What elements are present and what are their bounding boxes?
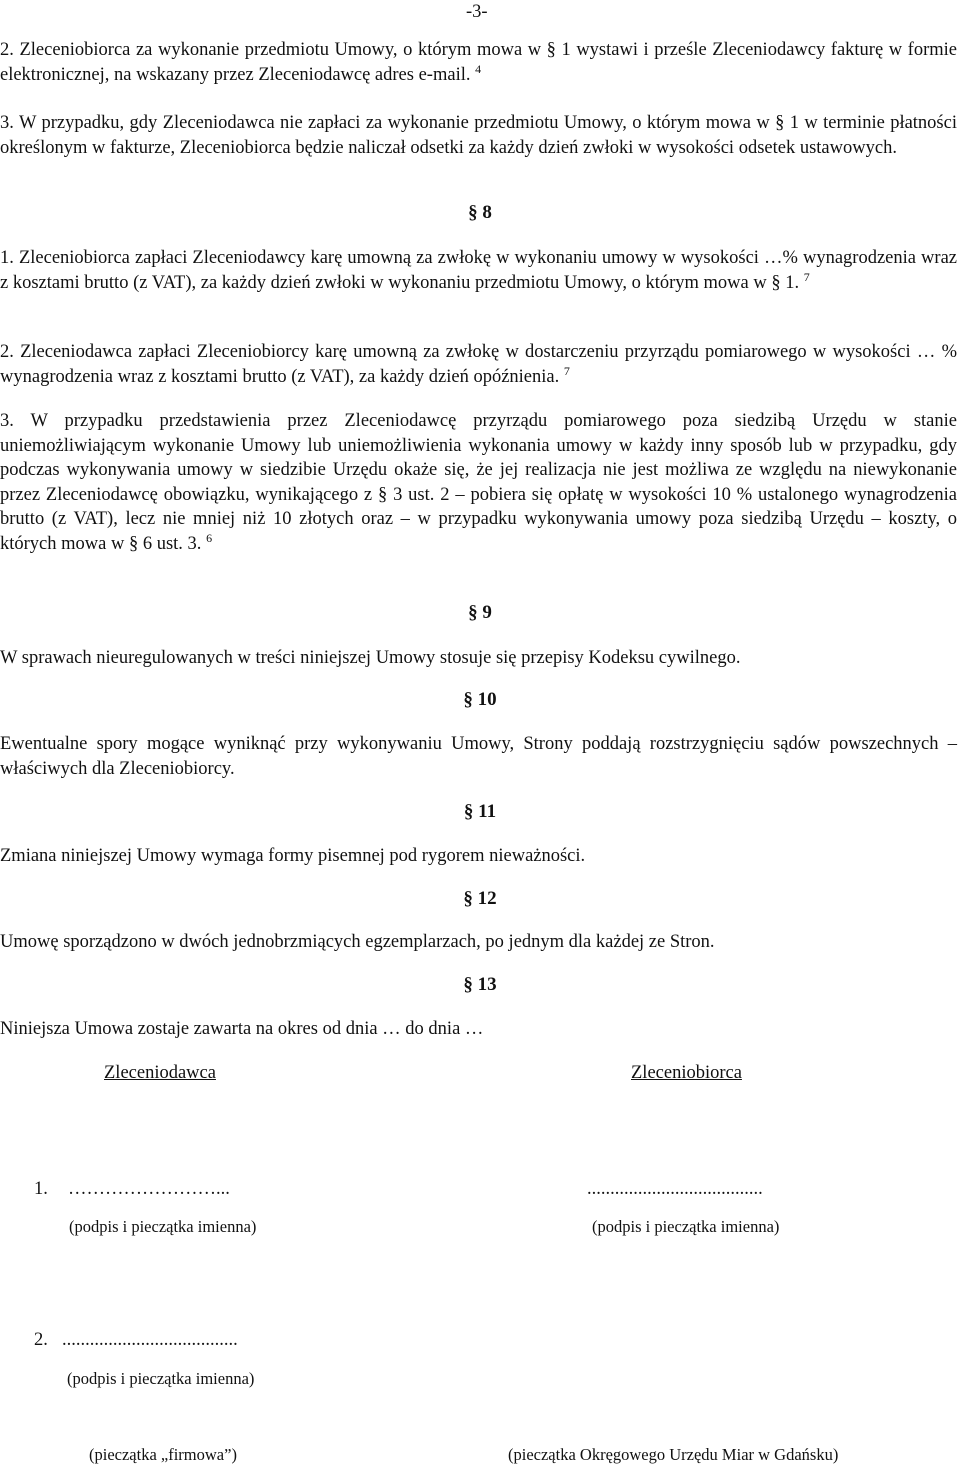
signature-line-1-left: ……………………... <box>68 1179 230 1199</box>
section-10-text: Ewentualne spory mogące wyniknąć przy wykonywaniu Umowy, Strony poddają rozstrzygnięciu sądów powszechnych – właściwych dla Zleceniobiorcy. <box>0 734 957 779</box>
section-9-text: W sprawach nieuregulowanych w treści niniejszej Umowy stosuje się przepisy Kodeksu cywilnego. <box>0 648 741 668</box>
signature-line-1-number: 1. <box>34 1179 48 1199</box>
stamp-left-label: (pieczątka „firmowa”) <box>89 1445 237 1464</box>
signature-caption-left: (podpis i pieczątka imienna) <box>69 1217 257 1236</box>
section-13-heading: § 13 <box>463 974 497 995</box>
section-13-text: Niniejsza Umowa zostaje zawarta na okres od dnia … do dnia … <box>0 1019 484 1039</box>
footnote-ref: 7 <box>563 363 570 378</box>
item-number: 1. <box>0 248 14 268</box>
section-12-text: Umowę sporządzono w dwóch jednobrzmiących egzemplarzach, po jednym dla każdej ze Stron. <box>0 932 715 952</box>
item-number: 2. <box>0 342 14 362</box>
item-text: Zleceniobiorca zapłaci Zleceniodawcy karę umowną za zwłokę w wykonaniu umowy w wysokości …% wynagrodzenia wraz z kosztami brutto (z VAT), za każdy dzień zwłoki w wykonaniu przedmiotu Umowy, o którym mowa w § 1. <box>0 248 957 293</box>
party-right-label: Zleceniobiorca <box>631 1063 742 1083</box>
item-number: 2. <box>0 40 14 60</box>
section-9-heading: § 9 <box>468 602 492 623</box>
signature-caption-right: (podpis i pieczątka imienna) <box>592 1217 780 1236</box>
signature-line-2-number: 2. <box>34 1330 48 1350</box>
stamp-right-label: (pieczątka Okręgowego Urzędu Miar w Gdańsku) <box>508 1445 839 1464</box>
signature-line-1-right: ...................................... <box>587 1179 763 1199</box>
footnote-ref: 7 <box>803 269 810 284</box>
footnote-ref: 4 <box>475 61 482 76</box>
party-left-label: Zleceniodawca <box>104 1063 216 1083</box>
s8-item-1 <box>0 246 957 295</box>
s8-item-2 <box>0 340 957 389</box>
item-text: W przypadku, gdy Zleceniodawca nie zapłaci za wykonanie przedmiotu Umowy, o którym mowa w § 1 w terminie płatności określonym w fakturze, Zleceniobiorca będzie naliczał odsetki za każdy dzień zwłoki w wysokości odsetek ustawowych. <box>0 113 957 158</box>
item-number: 3. <box>0 411 14 431</box>
footnote-ref: 6 <box>206 530 213 545</box>
signature-line-2-left: ...................................... <box>62 1330 238 1350</box>
item-number: 3. <box>0 113 14 133</box>
s8-item-3 <box>0 409 957 556</box>
s7-item-2 <box>0 38 957 87</box>
item-text: Zleceniobiorca za wykonanie przedmiotu Umowy, o którym mowa w § 1 wystawi i prześle Zleceniodawcy fakturę w formie elektronicznej, na wskazany przez Zleceniodawcę adres e-mail. <box>0 40 957 85</box>
page-number: -3- <box>466 2 488 22</box>
section-10-heading: § 10 <box>463 689 497 710</box>
section-8-heading: § 8 <box>468 202 492 223</box>
signature-caption-2: (podpis i pieczątka imienna) <box>67 1369 255 1388</box>
section-11-text: Zmiana niniejszej Umowy wymaga formy pisemnej pod rygorem nieważności. <box>0 846 586 866</box>
section-11-heading: § 11 <box>463 801 497 822</box>
s7-item-3 <box>0 111 957 160</box>
section-12-heading: § 12 <box>463 888 497 909</box>
item-text: W przypadku przedstawienia przez Zleceniodawcę przyrządu pomiarowego poza siedzibą Urzędu w stanie uniemożliwiającym wykonanie Umowy lub uniemożliwienia wykonania umowy w każdy inny sposób lub w przypadku, gdy podczas wykonywania umowy w siedzibie Urzędu okaże się, że jej realizacja nie jest możliwa ze względu na niewykonanie przez Zleceniodawcę obowiązku, wynikającego z § 3 ust. 2 – pobiera się opłatę w wysokości 10 % ustalonego wynagrodzenia brutto (z VAT), lecz nie mniej niż 10 złotych oraz – w przypadku wykonywania umowy poza siedzibą Urzędu – koszty, o których mowa w § 6 ust. 3. <box>0 411 957 554</box>
item-text: Zleceniodawca zapłaci Zleceniobiorcy karę umowną za zwłokę w dostarczeniu przyrządu pomiarowego w wysokości … % wynagrodzenia wraz z kosztami brutto (z VAT), za każdy dzień opóźnienia. <box>0 342 957 387</box>
